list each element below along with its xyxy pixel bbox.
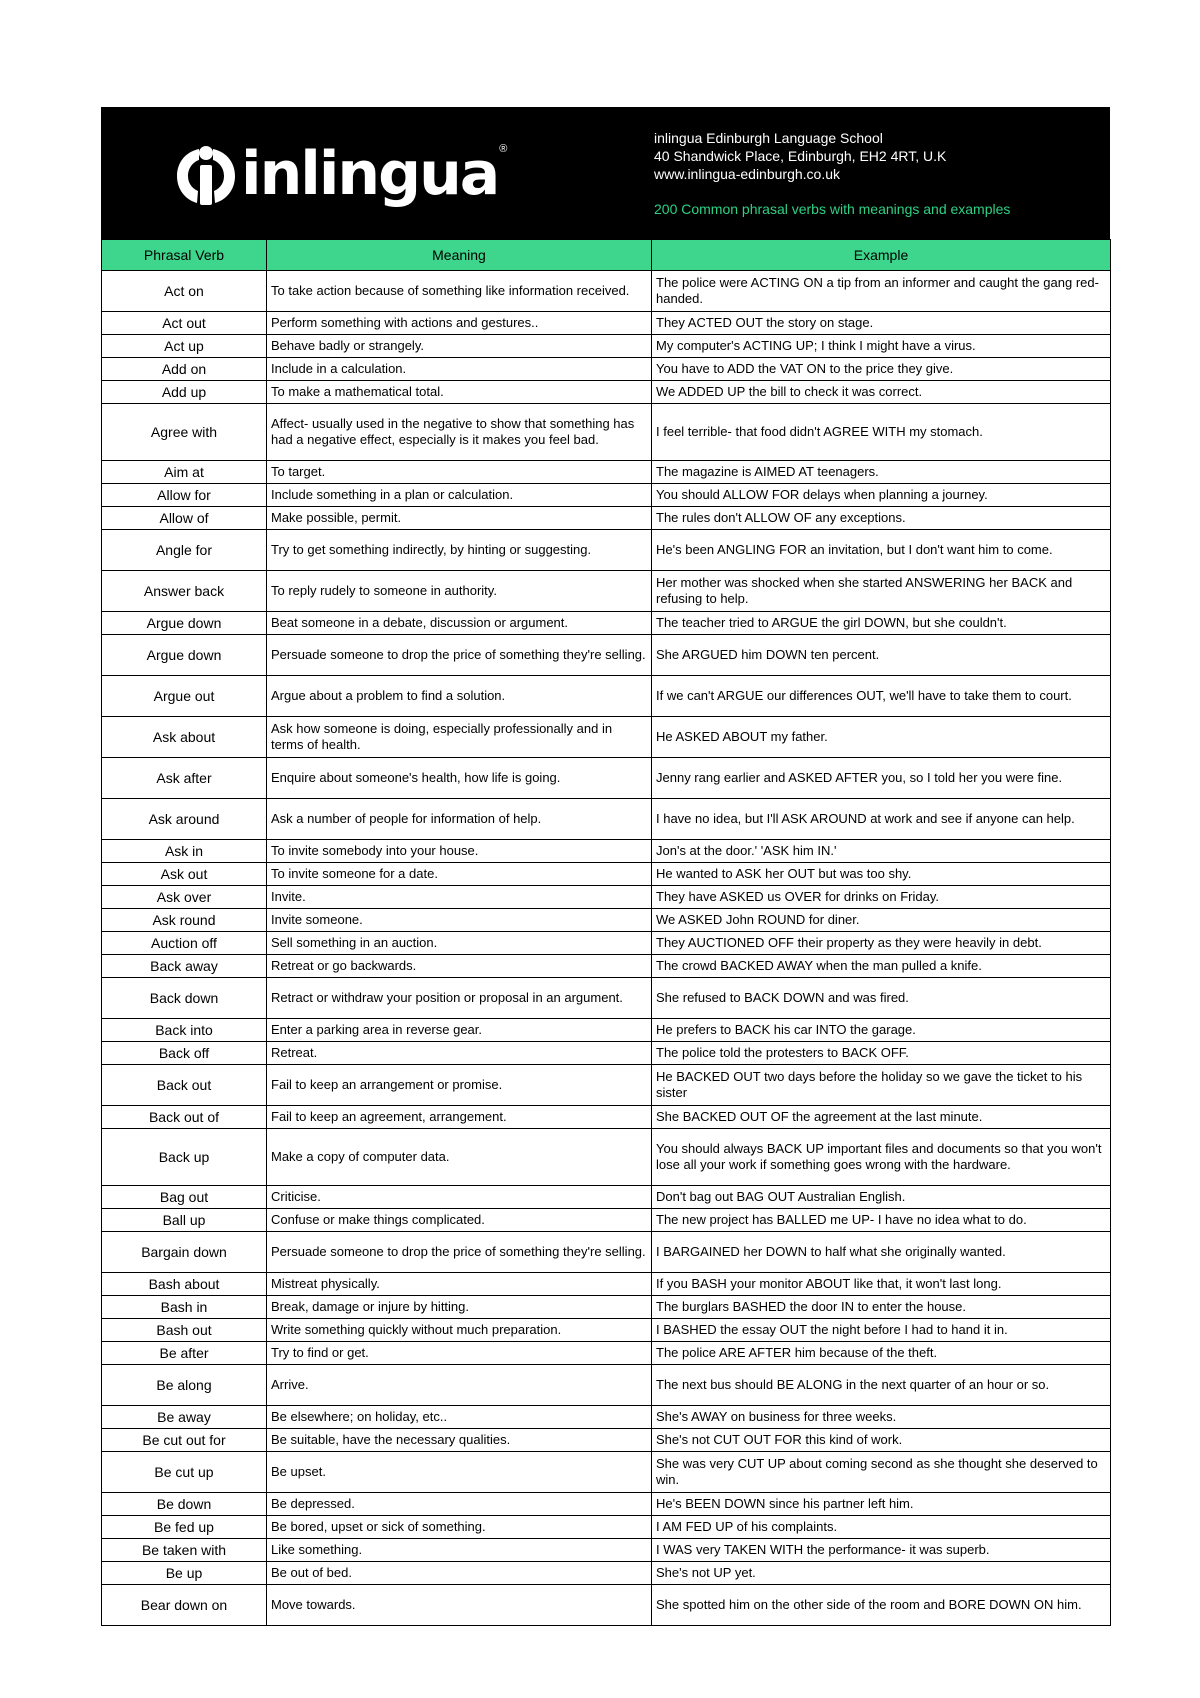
table-row	[102, 717, 1111, 758]
phrasal-verb-cell: Argue down	[102, 635, 267, 676]
example-cell: Her mother was shocked when she started ANSWERING her BACK and refusing to help.	[652, 571, 1111, 612]
meaning-cell: To reply rudely to someone in authority.	[267, 571, 652, 612]
phrasal-verb-cell: Be after	[102, 1342, 267, 1365]
phrasal-verb-cell: Argue down	[102, 612, 267, 635]
example-cell: If you BASH your monitor ABOUT like that, it won't last long.	[652, 1273, 1111, 1296]
table-row	[102, 335, 1111, 358]
meaning-cell: Fail to keep an agreement, arrangement.	[267, 1106, 652, 1129]
phrasal-verb-cell: Add on	[102, 358, 267, 381]
example-cell: She's not UP yet.	[652, 1562, 1111, 1585]
table-row	[102, 932, 1111, 955]
phrasal-verb-cell: Be fed up	[102, 1516, 267, 1539]
meaning-cell: Beat someone in a debate, discussion or argument.	[267, 612, 652, 635]
school-website[interactable]: www.inlingua-edinburgh.co.uk	[654, 166, 840, 182]
meaning-cell: To make a mathematical total.	[267, 381, 652, 404]
phrasal-verb-cell: Argue out	[102, 676, 267, 717]
example-cell: You have to ADD the VAT ON to the price they give.	[652, 358, 1111, 381]
column-header-phrasal-verb: Phrasal Verb	[102, 240, 267, 271]
phrasal-verb-cell: Be up	[102, 1562, 267, 1585]
meaning-cell: Persuade someone to drop the price of something they're selling.	[267, 635, 652, 676]
meaning-cell: To take action because of something like information received.	[267, 271, 652, 312]
meaning-cell: Arrive.	[267, 1365, 652, 1406]
table-row	[102, 840, 1111, 863]
phrasal-verb-cell: Answer back	[102, 571, 267, 612]
example-cell: Don't bag out BAG OUT Australian English.	[652, 1186, 1111, 1209]
meaning-cell: Include in a calculation.	[267, 358, 652, 381]
meaning-cell: Invite.	[267, 886, 652, 909]
document-subtitle: 200 Common phrasal verbs with meanings and examples	[654, 201, 1011, 217]
table-row	[102, 1019, 1111, 1042]
phrasal-verb-cell: Aim at	[102, 461, 267, 484]
table-header-row	[102, 240, 1111, 271]
phrasal-verb-cell: Ask in	[102, 840, 267, 863]
meaning-cell: Make possible, permit.	[267, 507, 652, 530]
phrasal-verb-cell: Ask around	[102, 799, 267, 840]
phrasal-verb-cell: Back out of	[102, 1106, 267, 1129]
meaning-cell: Break, damage or injure by hitting.	[267, 1296, 652, 1319]
table-row	[102, 1319, 1111, 1342]
meaning-cell: To target.	[267, 461, 652, 484]
table-row	[102, 1493, 1111, 1516]
phrasal-verb-cell: Ask out	[102, 863, 267, 886]
table-row	[102, 507, 1111, 530]
phrasal-verb-cell: Bash out	[102, 1319, 267, 1342]
table-row	[102, 484, 1111, 507]
table-row	[102, 530, 1111, 571]
phrasal-verb-cell: Bear down on	[102, 1585, 267, 1626]
phrasal-verb-cell: Allow of	[102, 507, 267, 530]
school-name: inlingua Edinburgh Language School	[654, 130, 883, 146]
phrasal-verb-cell: Add up	[102, 381, 267, 404]
example-cell: The new project has BALLED me UP- I have no idea what to do.	[652, 1209, 1111, 1232]
example-cell: My computer's ACTING UP; I think I might have a virus.	[652, 335, 1111, 358]
meaning-cell: Sell something in an auction.	[267, 932, 652, 955]
example-cell: The magazine is AIMED AT teenagers.	[652, 461, 1111, 484]
meaning-cell: Confuse or make things complicated.	[267, 1209, 652, 1232]
example-cell: She was very CUT UP about coming second as she thought she deserved to win.	[652, 1452, 1111, 1493]
column-header-meaning: Meaning	[267, 240, 652, 271]
meaning-cell: Be out of bed.	[267, 1562, 652, 1585]
example-cell: I feel terrible- that food didn't AGREE WITH my stomach.	[652, 404, 1111, 461]
meaning-cell: Include something in a plan or calculation.	[267, 484, 652, 507]
table-row	[102, 1232, 1111, 1273]
example-cell: They ACTED OUT the story on stage.	[652, 312, 1111, 335]
example-cell: The burglars BASHED the door IN to enter the house.	[652, 1296, 1111, 1319]
table-row	[102, 1065, 1111, 1106]
phrasal-verb-cell: Be cut out for	[102, 1429, 267, 1452]
example-cell: Jenny rang earlier and ASKED AFTER you, so I told her you were fine.	[652, 758, 1111, 799]
table-row	[102, 571, 1111, 612]
meaning-cell: Retract or withdraw your position or proposal in an argument.	[267, 978, 652, 1019]
table-row	[102, 1042, 1111, 1065]
example-cell: He's been ANGLING FOR an invitation, but I don't want him to come.	[652, 530, 1111, 571]
phrasal-verb-cell: Auction off	[102, 932, 267, 955]
phrasal-verb-cell: Be down	[102, 1493, 267, 1516]
table-row	[102, 978, 1111, 1019]
table-row	[102, 1296, 1111, 1319]
phrasal-verb-cell: Angle for	[102, 530, 267, 571]
meaning-cell: Make a copy of computer data.	[267, 1129, 652, 1186]
meaning-cell: Perform something with actions and gestures..	[267, 312, 652, 335]
example-cell: The police were ACTING ON a tip from an informer and caught the gang red-handed.	[652, 271, 1111, 312]
phrasal-verb-cell: Be along	[102, 1365, 267, 1406]
phrasal-verb-cell: Act on	[102, 271, 267, 312]
meaning-cell: Ask how someone is doing, especially professionally and in terms of health.	[267, 717, 652, 758]
phrasal-verb-cell: Back into	[102, 1019, 267, 1042]
inlingua-logo-mark-icon	[177, 143, 235, 205]
phrasal-verb-cell: Be away	[102, 1406, 267, 1429]
table-row	[102, 1429, 1111, 1452]
table-row	[102, 886, 1111, 909]
meaning-cell: Enquire about someone's health, how life is going.	[267, 758, 652, 799]
phrasal-verb-cell: Ask about	[102, 717, 267, 758]
example-cell: I BARGAINED her DOWN to half what she originally wanted.	[652, 1232, 1111, 1273]
example-cell: The police told the protesters to BACK OFF.	[652, 1042, 1111, 1065]
example-cell: We ADDED UP the bill to check it was correct.	[652, 381, 1111, 404]
phrasal-verb-cell: Bag out	[102, 1186, 267, 1209]
table-row	[102, 676, 1111, 717]
registered-mark: ®	[499, 143, 508, 155]
meaning-cell: Behave badly or strangely.	[267, 335, 652, 358]
phrasal-verb-cell: Bash about	[102, 1273, 267, 1296]
table-row	[102, 381, 1111, 404]
example-cell: I WAS very TAKEN WITH the performance- it was superb.	[652, 1539, 1111, 1562]
table-row	[102, 909, 1111, 932]
table-row	[102, 955, 1111, 978]
example-cell: He ASKED ABOUT my father.	[652, 717, 1111, 758]
meaning-cell: Enter a parking area in reverse gear.	[267, 1019, 652, 1042]
table-row	[102, 1129, 1111, 1186]
example-cell: The teacher tried to ARGUE the girl DOWN, but she couldn't.	[652, 612, 1111, 635]
table-row	[102, 1539, 1111, 1562]
meaning-cell: Mistreat physically.	[267, 1273, 652, 1296]
meaning-cell: Write something quickly without much preparation.	[267, 1319, 652, 1342]
meaning-cell: Move towards.	[267, 1585, 652, 1626]
phrasal-verb-cell: Bash in	[102, 1296, 267, 1319]
phrasal-verb-cell: Act up	[102, 335, 267, 358]
meaning-cell: Invite someone.	[267, 909, 652, 932]
table-row	[102, 1452, 1111, 1493]
table-row	[102, 1186, 1111, 1209]
example-cell: She's AWAY on business for three weeks.	[652, 1406, 1111, 1429]
table-row	[102, 612, 1111, 635]
table-row	[102, 863, 1111, 886]
example-cell: He prefers to BACK his car INTO the garage.	[652, 1019, 1111, 1042]
school-info	[654, 129, 1010, 218]
example-cell: I have no idea, but I'll ASK AROUND at work and see if anyone can help.	[652, 799, 1111, 840]
meaning-cell: Affect- usually used in the negative to show that something has had a negative effect, especially is it makes you feel bad.	[267, 404, 652, 461]
example-cell: He's BEEN DOWN since his partner left him.	[652, 1493, 1111, 1516]
inlingua-logo	[177, 137, 507, 211]
column-header-example: Example	[652, 240, 1111, 271]
meaning-cell: Try to get something indirectly, by hinting or suggesting.	[267, 530, 652, 571]
phrasal-verb-cell: Back up	[102, 1129, 267, 1186]
phrasal-verb-cell: Ask round	[102, 909, 267, 932]
phrasal-verb-cell: Be cut up	[102, 1452, 267, 1493]
table-row	[102, 461, 1111, 484]
table-row	[102, 1585, 1111, 1626]
meaning-cell: To invite someone for a date.	[267, 863, 652, 886]
example-cell: He wanted to ASK her OUT but was too shy.	[652, 863, 1111, 886]
meaning-cell: Try to find or get.	[267, 1342, 652, 1365]
meaning-cell: Retreat or go backwards.	[267, 955, 652, 978]
meaning-cell: Ask a number of people for information of help.	[267, 799, 652, 840]
example-cell: They have ASKED us OVER for drinks on Friday.	[652, 886, 1111, 909]
phrasal-verb-cell: Ball up	[102, 1209, 267, 1232]
meaning-cell: Retreat.	[267, 1042, 652, 1065]
meaning-cell: Be bored, upset or sick of something.	[267, 1516, 652, 1539]
example-cell: She's not CUT OUT FOR this kind of work.	[652, 1429, 1111, 1452]
table-row	[102, 1209, 1111, 1232]
phrasal-verb-cell: Bargain down	[102, 1232, 267, 1273]
school-address: 40 Shandwick Place, Edinburgh, EH2 4RT, U.K	[654, 148, 947, 164]
meaning-cell: To invite somebody into your house.	[267, 840, 652, 863]
phrasal-verb-cell: Ask over	[102, 886, 267, 909]
example-cell: You should ALLOW FOR delays when planning a journey.	[652, 484, 1111, 507]
example-cell: The crowd BACKED AWAY when the man pulled a knife.	[652, 955, 1111, 978]
brand-name: inlingua	[241, 139, 499, 209]
example-cell: She ARGUED him DOWN ten percent.	[652, 635, 1111, 676]
table-row	[102, 1406, 1111, 1429]
table-row	[102, 271, 1111, 312]
table-row	[102, 1562, 1111, 1585]
example-cell: The next bus should BE ALONG in the next quarter of an hour or so.	[652, 1365, 1111, 1406]
example-cell: She spotted him on the other side of the room and BORE DOWN ON him.	[652, 1585, 1111, 1626]
table-row	[102, 1365, 1111, 1406]
table-row	[102, 1273, 1111, 1296]
example-cell: We ASKED John ROUND for diner.	[652, 909, 1111, 932]
table-row	[102, 1342, 1111, 1365]
phrasal-verb-cell: Back out	[102, 1065, 267, 1106]
phrasal-verb-cell: Back off	[102, 1042, 267, 1065]
table-row	[102, 1516, 1111, 1539]
example-cell: He BACKED OUT two days before the holiday so we gave the ticket to his sister	[652, 1065, 1111, 1106]
example-cell: They AUCTIONED OFF their property as they were heavily in debt.	[652, 932, 1111, 955]
phrasal-verbs-table	[101, 239, 1111, 1626]
meaning-cell: Criticise.	[267, 1186, 652, 1209]
table-row	[102, 358, 1111, 381]
example-cell: I AM FED UP of his complaints.	[652, 1516, 1111, 1539]
table-row	[102, 1106, 1111, 1129]
example-cell: You should always BACK UP important files and documents so that you won't lose all your work if something goes wrong with the hardware.	[652, 1129, 1111, 1186]
meaning-cell: Fail to keep an arrangement or promise.	[267, 1065, 652, 1106]
example-cell: She BACKED OUT OF the agreement at the last minute.	[652, 1106, 1111, 1129]
table-row	[102, 635, 1111, 676]
example-cell: She refused to BACK DOWN and was fired.	[652, 978, 1111, 1019]
phrasal-verb-cell: Back away	[102, 955, 267, 978]
table-row	[102, 312, 1111, 335]
meaning-cell: Like something.	[267, 1539, 652, 1562]
phrasal-verb-cell: Ask after	[102, 758, 267, 799]
table-row	[102, 799, 1111, 840]
table-row	[102, 404, 1111, 461]
example-cell: Jon's at the door.' 'ASK him IN.'	[652, 840, 1111, 863]
example-cell: The rules don't ALLOW OF any exceptions.	[652, 507, 1111, 530]
phrasal-verb-cell: Agree with	[102, 404, 267, 461]
phrasal-verb-cell: Be taken with	[102, 1539, 267, 1562]
meaning-cell: Argue about a problem to find a solution.	[267, 676, 652, 717]
meaning-cell: Be suitable, have the necessary qualities.	[267, 1429, 652, 1452]
table-row	[102, 758, 1111, 799]
example-cell: If we can't ARGUE our differences OUT, we'll have to take them to court.	[652, 676, 1111, 717]
phrasal-verb-sheet	[101, 107, 1110, 1626]
meaning-cell: Persuade someone to drop the price of something they're selling.	[267, 1232, 652, 1273]
phrasal-verb-cell: Back down	[102, 978, 267, 1019]
meaning-cell: Be upset.	[267, 1452, 652, 1493]
meaning-cell: Be elsewhere; on holiday, etc..	[267, 1406, 652, 1429]
phrasal-verb-cell: Allow for	[102, 484, 267, 507]
header-banner	[101, 107, 1110, 239]
example-cell: The police ARE AFTER him because of the theft.	[652, 1342, 1111, 1365]
phrasal-verb-cell: Act out	[102, 312, 267, 335]
example-cell: I BASHED the essay OUT the night before I had to hand it in.	[652, 1319, 1111, 1342]
meaning-cell: Be depressed.	[267, 1493, 652, 1516]
